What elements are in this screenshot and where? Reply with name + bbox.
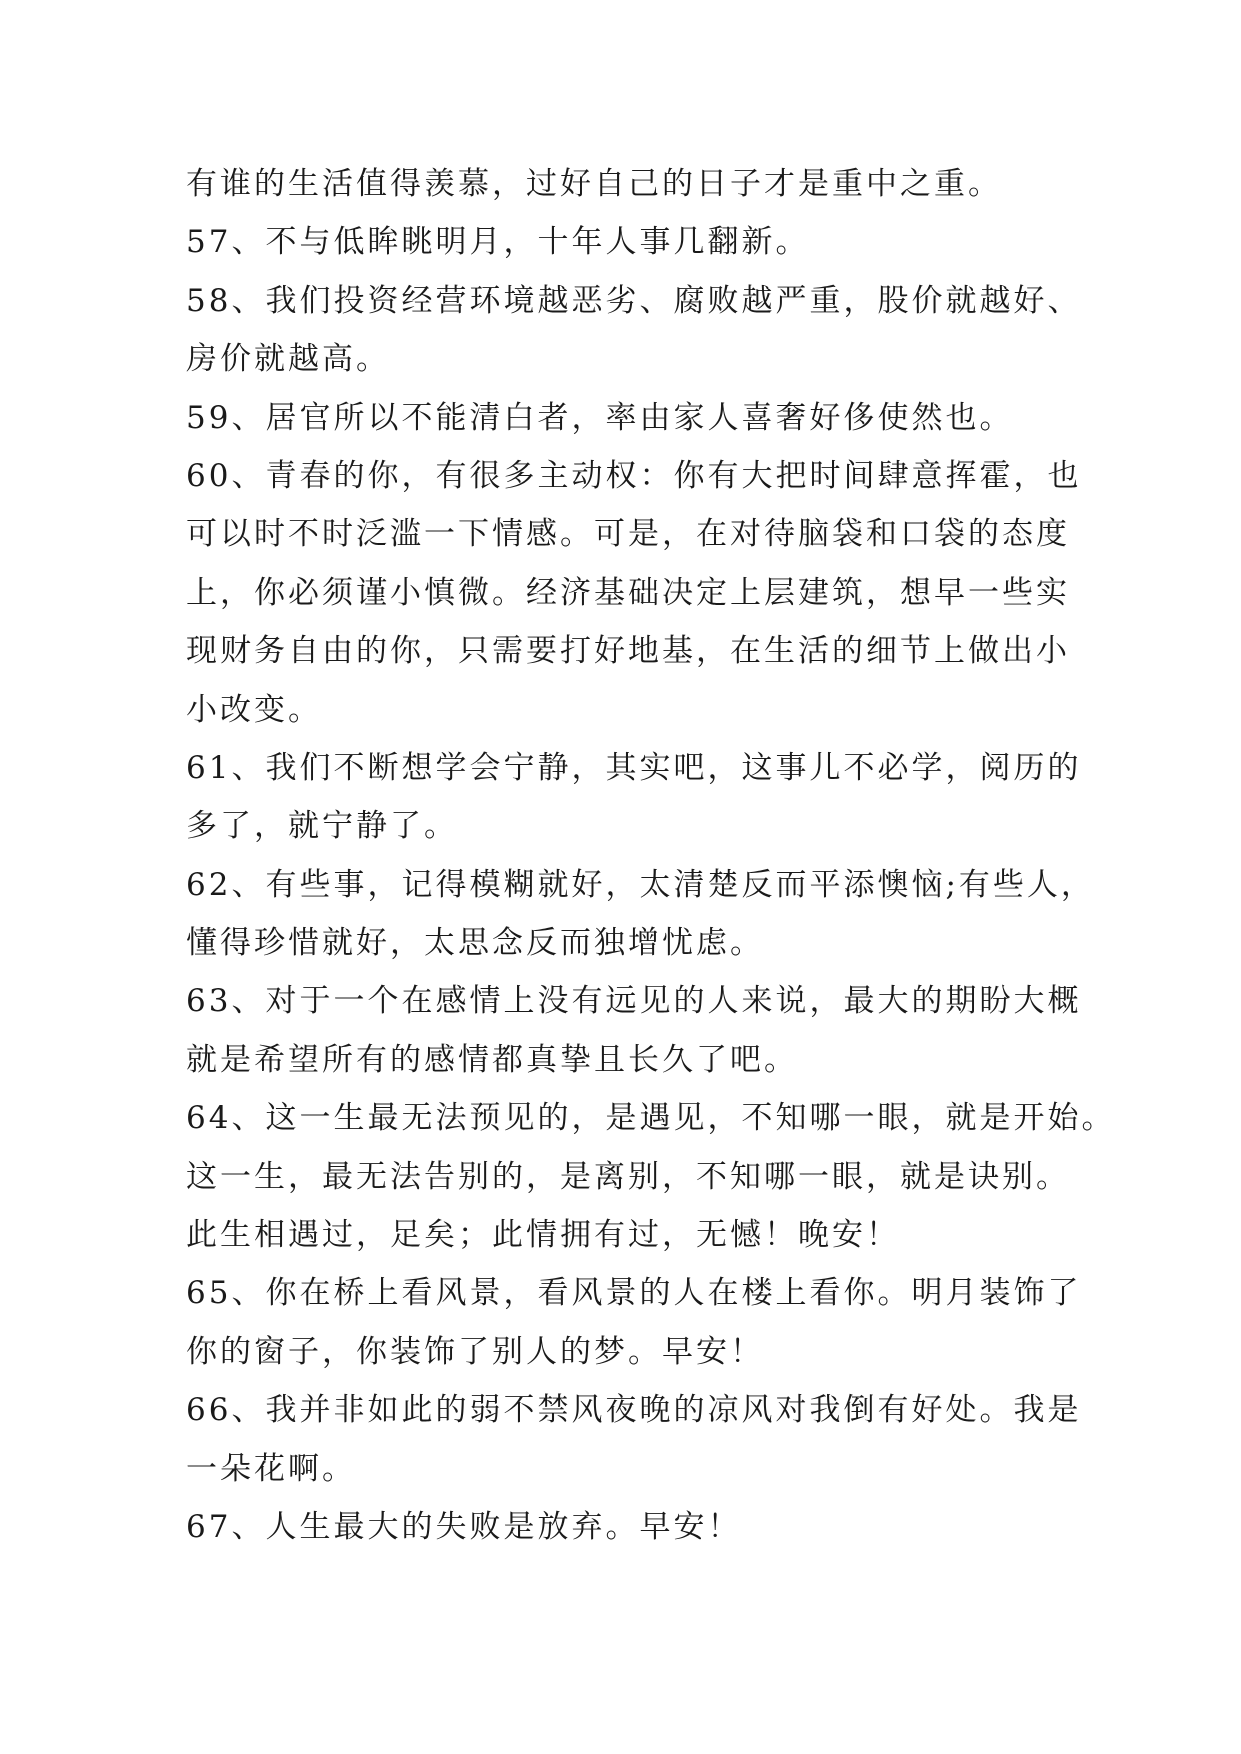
text-line: 可以时不时泛滥一下情感。可是，在对待脑袋和口袋的态度	[186, 516, 1070, 553]
text-line: 此生相遇过，足矣；此情拥有过，无憾！晚安！	[186, 1217, 900, 1254]
text-line: 59、居官所以不能清白者，率由家人喜奢好侈使然也。	[186, 399, 1014, 436]
text-line: 57、不与低眸眺明月，十年人事几翻新。	[186, 224, 810, 261]
text-line: 懂得珍惜就好，太思念反而独增忧虑。	[186, 925, 764, 962]
text-line: 62、有些事，记得模糊就好，太清楚反而平添懊恼;有些人，	[186, 866, 1095, 903]
text-line: 现财务自由的你，只需要打好地基，在生活的细节上做出小	[186, 633, 1070, 670]
text-line: 多了，就宁静了。	[186, 808, 458, 845]
text-line: 60、青春的你，有很多主动权：你有大把时间肆意挥霍，也	[186, 457, 1082, 494]
text-line: 上，你必须谨小慎微。经济基础决定上层建筑，想早一些实	[186, 574, 1070, 611]
text-line: 64、这一生最无法预见的，是遇见，不知哪一眼，就是开始。	[186, 1100, 1116, 1137]
text-line: 就是希望所有的感情都真挚且长久了吧。	[186, 1041, 798, 1078]
text-line: 小改变。	[186, 691, 322, 728]
text-line: 63、对于一个在感情上没有远见的人来说，最大的期盼大概	[186, 983, 1082, 1020]
text-line: 67、人生最大的失败是放弃。早安！	[186, 1508, 742, 1545]
text-line: 有谁的生活值得羡慕，过好自己的日子才是重中之重。	[186, 166, 1002, 202]
text-line: 一朵花啊。	[186, 1450, 356, 1487]
text-line: 65、你在桥上看风景，看风景的人在楼上看你。明月装饰了	[186, 1275, 1082, 1312]
text-line: 房价就越高。	[186, 341, 390, 378]
text-line: 这一生，最无法告别的，是离别，不知哪一眼，就是诀别。	[186, 1158, 1070, 1195]
text-line: 61、我们不断想学会宁静，其实吧，这事儿不必学，阅历的	[186, 749, 1082, 786]
text-line: 你的窗子，你装饰了别人的梦。早安！	[186, 1333, 764, 1370]
text-line: 66、我并非如此的弱不禁风夜晚的凉风对我倒有好处。我是	[186, 1392, 1082, 1429]
document-page	[186, 155, 1116, 1556]
text-line: 58、我们投资经营环境越恶劣、腐败越严重，股价就越好、	[186, 282, 1082, 319]
